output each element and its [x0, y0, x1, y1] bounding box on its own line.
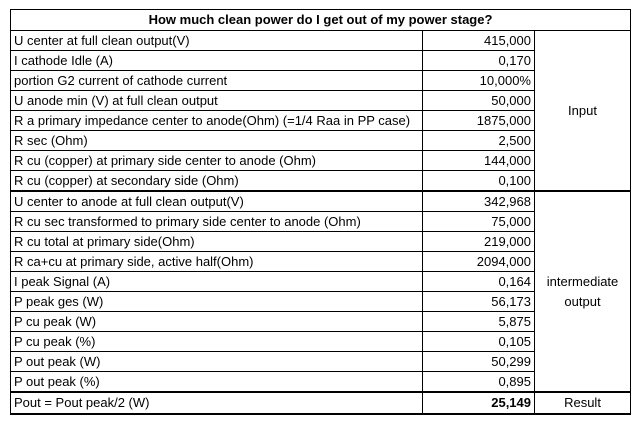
row-value[interactable]: 10,000% — [423, 71, 535, 91]
row-label[interactable]: R cu (copper) at primary side center to anode (Ohm) — [11, 151, 423, 171]
row-label[interactable]: I cathode Idle (A) — [11, 51, 423, 71]
row-label[interactable]: R sec (Ohm) — [11, 131, 423, 151]
row-value[interactable]: 50,299 — [423, 352, 535, 372]
row-label[interactable]: I peak Signal (A) — [11, 272, 423, 292]
row-value[interactable]: 2094,000 — [423, 252, 535, 272]
row-value[interactable]: 75,000 — [423, 212, 535, 232]
row-label[interactable]: P cu peak (%) — [11, 332, 423, 352]
row-label[interactable]: U center at full clean output(V) — [11, 31, 423, 51]
table-row — [11, 191, 631, 212]
row-value[interactable]: 5,875 — [423, 312, 535, 332]
spreadsheet — [10, 9, 630, 415]
row-label[interactable]: R cu sec transformed to primary side center to anode (Ohm) — [11, 212, 423, 232]
row-value[interactable]: 0,105 — [423, 332, 535, 352]
row-value[interactable]: 0,164 — [423, 272, 535, 292]
row-value[interactable]: 0,895 — [423, 372, 535, 393]
row-label[interactable]: R ca+cu at primary side, active half(Ohm) — [11, 252, 423, 272]
row-value[interactable]: 56,173 — [423, 292, 535, 312]
group-label-intermediate[interactable]: intermediate output — [535, 191, 631, 392]
row-label[interactable]: portion G2 current of cathode current — [11, 71, 423, 91]
row-label[interactable]: P out peak (%) — [11, 372, 423, 393]
row-label[interactable]: U anode min (V) at full clean output — [11, 91, 423, 111]
group-label-input[interactable]: Input — [535, 31, 631, 192]
power-stage-table — [10, 9, 631, 415]
result-value[interactable]: 25,149 — [423, 392, 535, 414]
title-row — [11, 10, 631, 31]
table-title[interactable]: How much clean power do I get out of my power stage? — [11, 10, 631, 31]
result-label[interactable]: Pout = Pout peak/2 (W) — [11, 392, 423, 414]
row-label[interactable]: P cu peak (W) — [11, 312, 423, 332]
row-label[interactable]: R cu total at primary side(Ohm) — [11, 232, 423, 252]
row-label[interactable]: U center to anode at full clean output(V) — [11, 191, 423, 212]
row-label[interactable]: P out peak (W) — [11, 352, 423, 372]
row-value[interactable]: 0,100 — [423, 171, 535, 192]
group-label-result[interactable]: Result — [535, 392, 631, 414]
row-value[interactable]: 0,170 — [423, 51, 535, 71]
row-value[interactable]: 2,500 — [423, 131, 535, 151]
row-value[interactable]: 342,968 — [423, 191, 535, 212]
row-label[interactable]: R cu (copper) at secondary side (Ohm) — [11, 171, 423, 192]
row-value[interactable]: 144,000 — [423, 151, 535, 171]
row-value[interactable]: 415,000 — [423, 31, 535, 51]
row-value[interactable]: 219,000 — [423, 232, 535, 252]
table-row — [11, 31, 631, 51]
result-row — [11, 392, 631, 414]
row-value[interactable]: 1875,000 — [423, 111, 535, 131]
row-label[interactable]: P peak ges (W) — [11, 292, 423, 312]
row-value[interactable]: 50,000 — [423, 91, 535, 111]
row-label[interactable]: R a primary impedance center to anode(Ohm) (=1/4 Raa in PP case) — [11, 111, 423, 131]
